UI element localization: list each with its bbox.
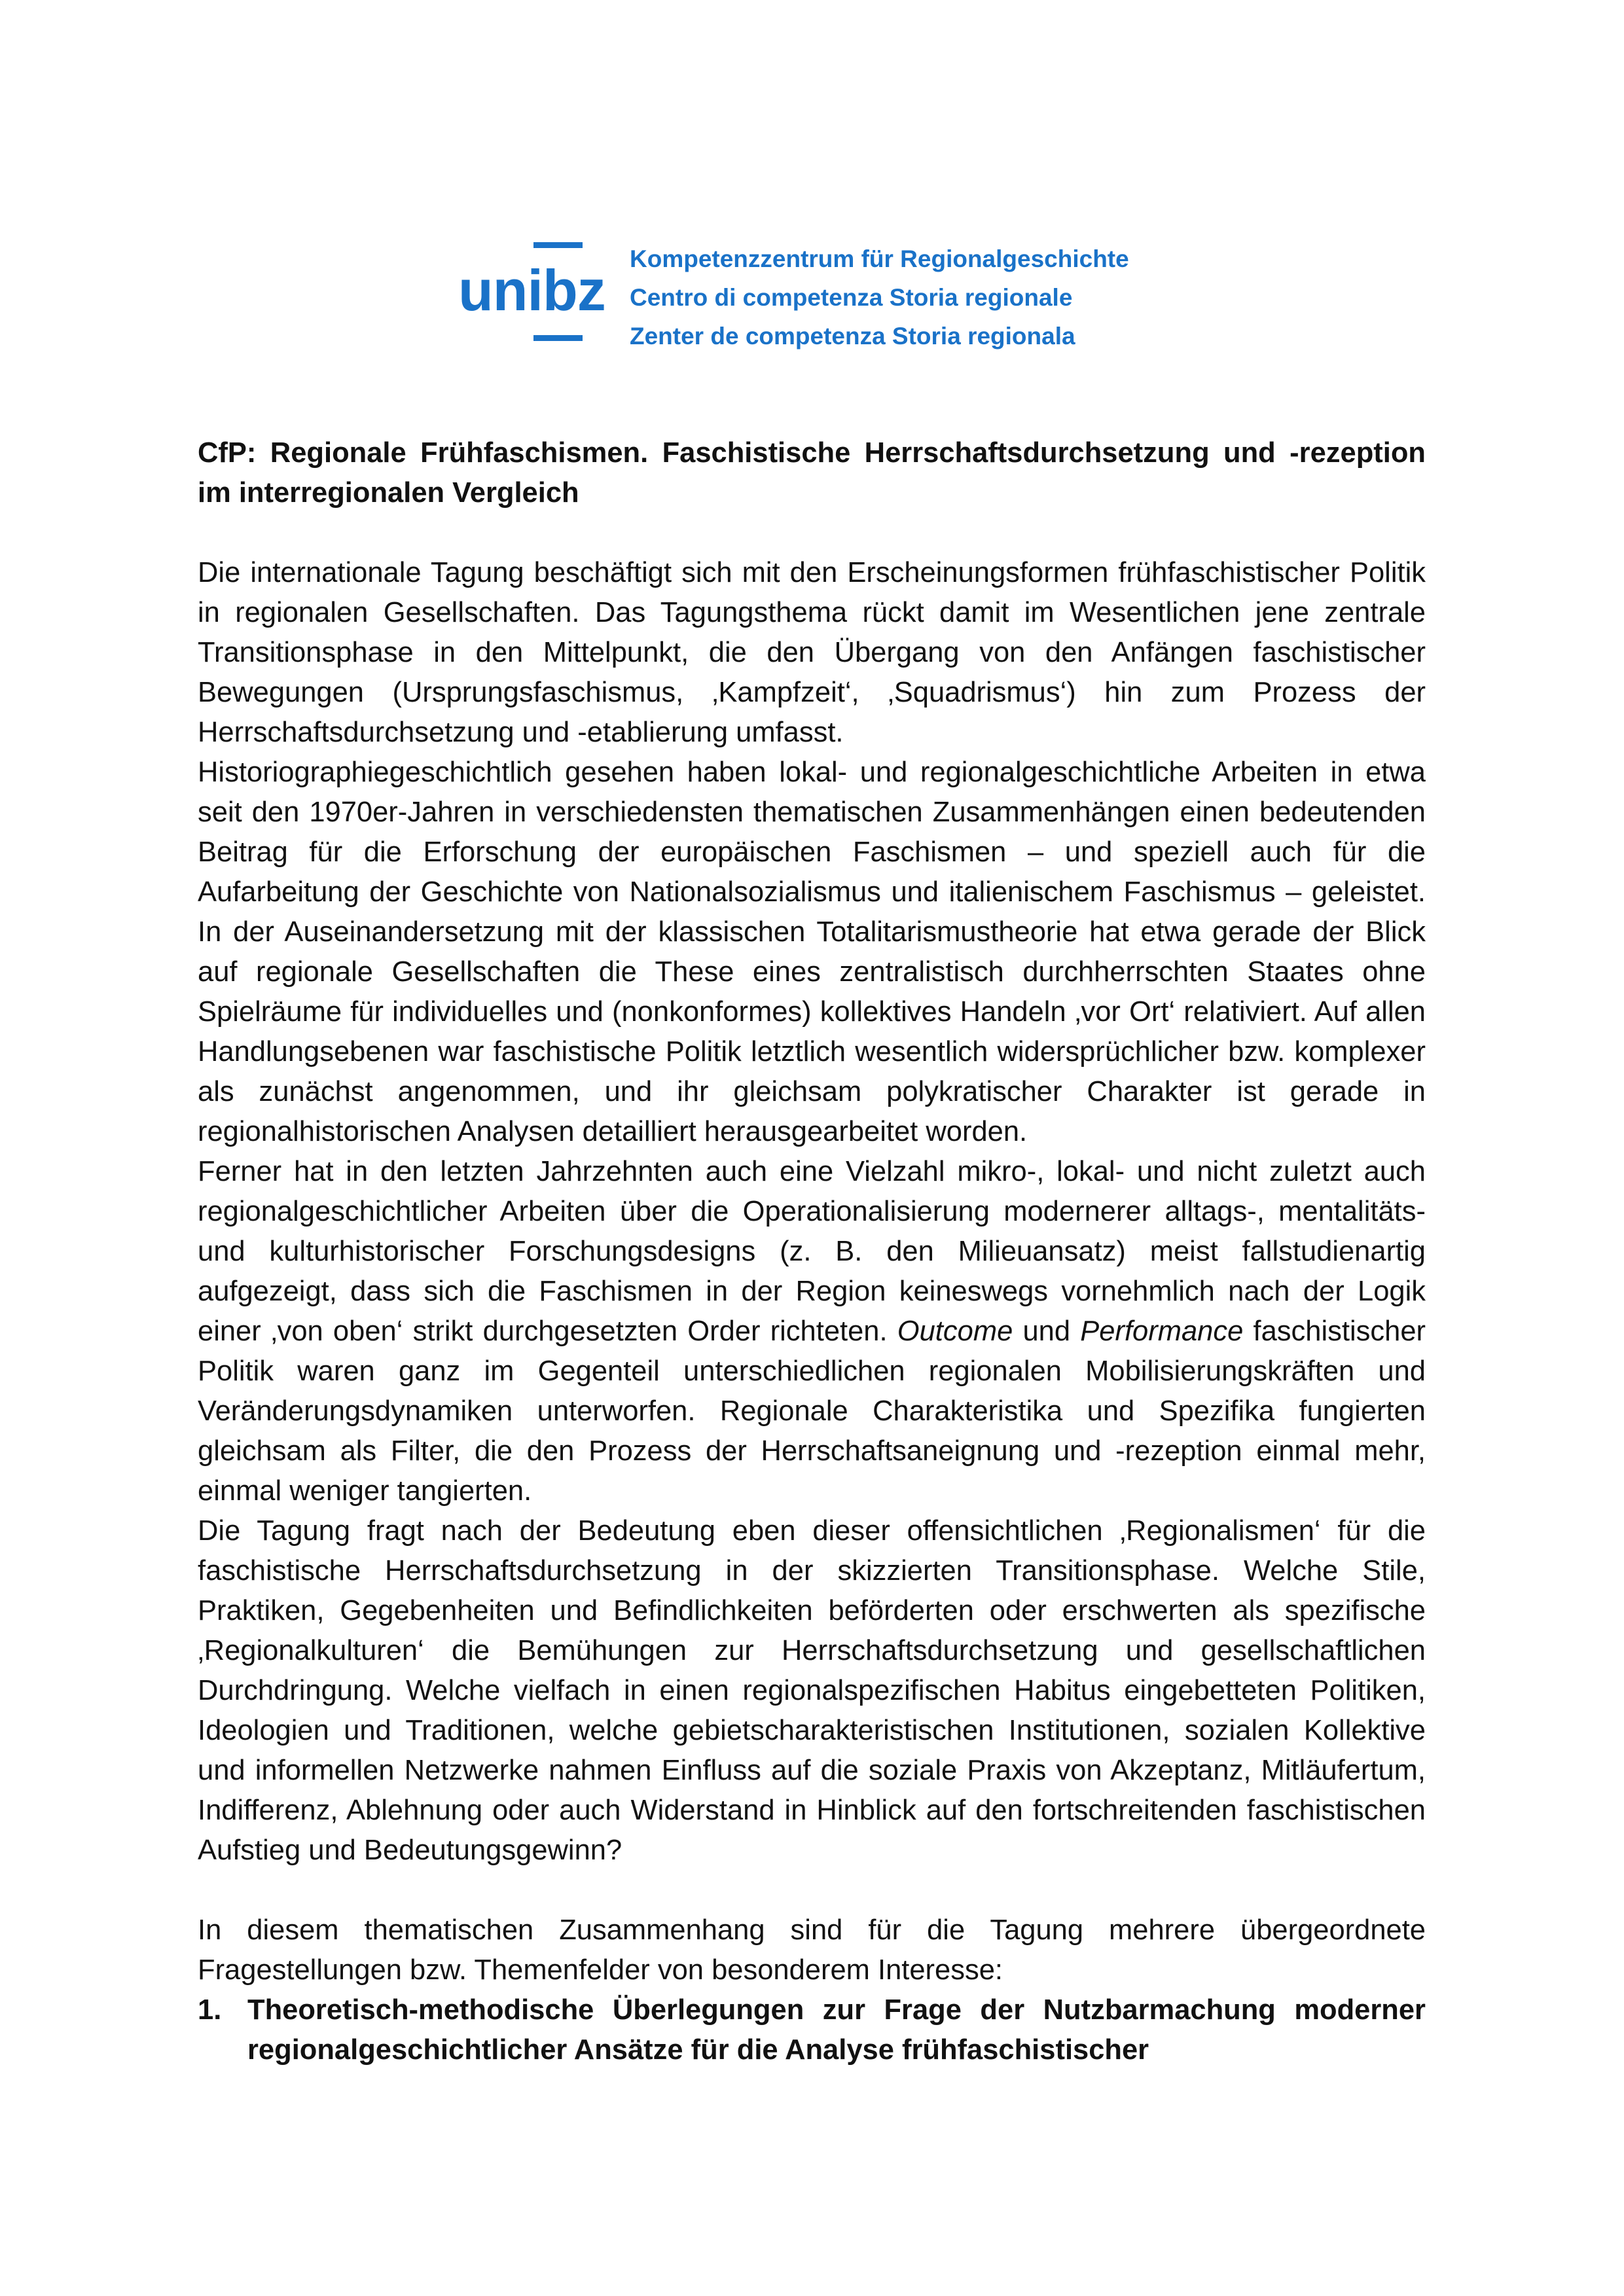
paragraph-questions: Die Tagung fragt nach der Bedeutung eben dieser offensichtlichen ‚Regionalismen‘ für die faschistische Herrschaftsdurchsetzung in der skizzierten Transitionsphase. Welche Stile, Praktiken, Gegebenheiten und Befindlichkeiten beförderten oder erschwerten als spezifische ‚Regionalkulturen‘ die Bemühungen zur Herrschaftsdurchsetzung und gesellschaftlichen Durchdringung. Welche vielfach in einen regionalspezifischen Habitus eingebetteten Politiken, Ideologien und Traditionen, welche gebietscharakteristischen Institutionen, sozialen Kollektive und informellen Netzwerke nahmen Einfluss auf die soziale Praxis von Akzeptanz, Mitläufertum, Indifferenz, Ablehnung oder auch Widerstand in Hinblick auf den fortschreitenden faschistischen Aufstieg und Bedeutungsgewinn? bbox=[198, 1515, 1426, 1866]
paragraph-topics-intro: In diesem thematischen Zusammenhang sind für die Tagung mehrere übergeordnete Fragestellungen bzw. Themenfelder von besonderem Interesse: bbox=[198, 1914, 1426, 1986]
institution-name bbox=[630, 240, 1129, 355]
spacer bbox=[198, 1871, 1426, 1910]
paragraph-research-conjunction: und bbox=[1013, 1316, 1081, 1347]
institution-logo bbox=[458, 240, 1244, 350]
paragraph-research-part2: faschistischer Politik waren ganz im Gegenteil unterschiedlichen regionalen Mobilisierungskräften und Veränderungsdynamiken unterworfen. Regionale Charakteristika und Spezifika fungierten gleichsam als Filter, die den Prozess der Herrschaftsaneignung und -rezeption einmal mehr, einmal weniger tangierten. bbox=[198, 1316, 1426, 1507]
list-item-number: 1. bbox=[198, 1994, 222, 2026]
document-body bbox=[198, 433, 1426, 2070]
spacer bbox=[198, 513, 1426, 553]
list-item bbox=[198, 1990, 1426, 2070]
paragraph-research-part1: Ferner hat in den letzten Jahrzehnten auch eine Vielzahl mikro-, lokal- und nicht zuletzt auch regionalgeschichtlicher Arbeiten über die Operationalisierung modernerer alltags-, mentalitäts- und kulturhistorischer Forschungsdesigns (z. B. den Milieuansatz) meist fallstudienartig aufgezeigt, dass sich die Faschismen in der Region keineswegs vornehmlich nach der Logik einer ‚von oben‘ strikt durchgesetzten Order richteten. bbox=[198, 1156, 1426, 1347]
term-performance: Performance bbox=[1080, 1316, 1244, 1347]
paragraph-intro: Die internationale Tagung beschäftigt sich mit den Erscheinungsformen frühfaschistischer Politik in regionalen Gesellschaften. Das Tagungsthema rückt damit im Wesentlichen jene zentrale Transitionsphase in den Mittelpunkt, die den Übergang von den Anfängen faschistischer Bewegungen (Ursprungsfaschismus, ‚Kampfzeit‘, ‚Squadrismus‘) hin zum Prozess der Herrschaftsdurchsetzung und -etablierung umfasst. bbox=[198, 557, 1426, 748]
list-item-text: Theoretisch-methodische Überlegungen zur Frage der Nutzbarmachung moderner regionalgeschichtlicher Ansätze für die Analyse frühfaschistischer bbox=[247, 1994, 1426, 2066]
institution-name-it: Centro di competenza Storia regionale bbox=[630, 284, 1073, 311]
document-title: CfP: Regionale Frühfaschismen. Faschistische Herrschaftsdurchsetzung und -rezeption im interregionalen Vergleich bbox=[198, 437, 1426, 509]
topics-list bbox=[198, 1990, 1426, 2070]
logo-wordmark: unibz bbox=[458, 258, 605, 323]
logo-accent-line-bottom bbox=[533, 335, 583, 341]
term-outcome: Outcome bbox=[897, 1316, 1013, 1347]
paragraph-research bbox=[198, 1152, 1426, 1511]
institution-name-lld: Zenter de competenza Storia regionala bbox=[630, 323, 1075, 350]
paragraph-historiography: Historiographiegeschichtlich gesehen haben lokal- und regionalgeschichtliche Arbeiten in etwa seit den 1970er-Jahren in verschiedensten thematischen Zusammenhängen einen bedeutenden Beitrag für die Erforschung der europäischen Faschismen – und speziell auch für die Aufarbeitung der Geschichte von Nationalsozialismus und italienischem Faschismus – geleistet. In der Auseinandersetzung mit der klassischen Totalitarismustheorie hat etwa gerade der Blick auf regionale Gesellschaften die These eines zentralistisch durchherrschten Staates ohne Spielräume für individuelles und (nonkonformes) kollektives Handeln ‚vor Ort‘ relativiert. Auf allen Handlungsebenen war faschistische Politik letztlich wesentlich widersprüchlicher bzw. komplexer als zunächst angenommen, und ihr gleichsam polykratischer Charakter ist gerade in regionalhistorischen Analysen detailliert herausgearbeitet worden. bbox=[198, 757, 1426, 1147]
logo-accent-line-top bbox=[533, 242, 583, 248]
institution-name-de: Kompetenzzentrum für Regionalgeschichte bbox=[630, 245, 1129, 272]
